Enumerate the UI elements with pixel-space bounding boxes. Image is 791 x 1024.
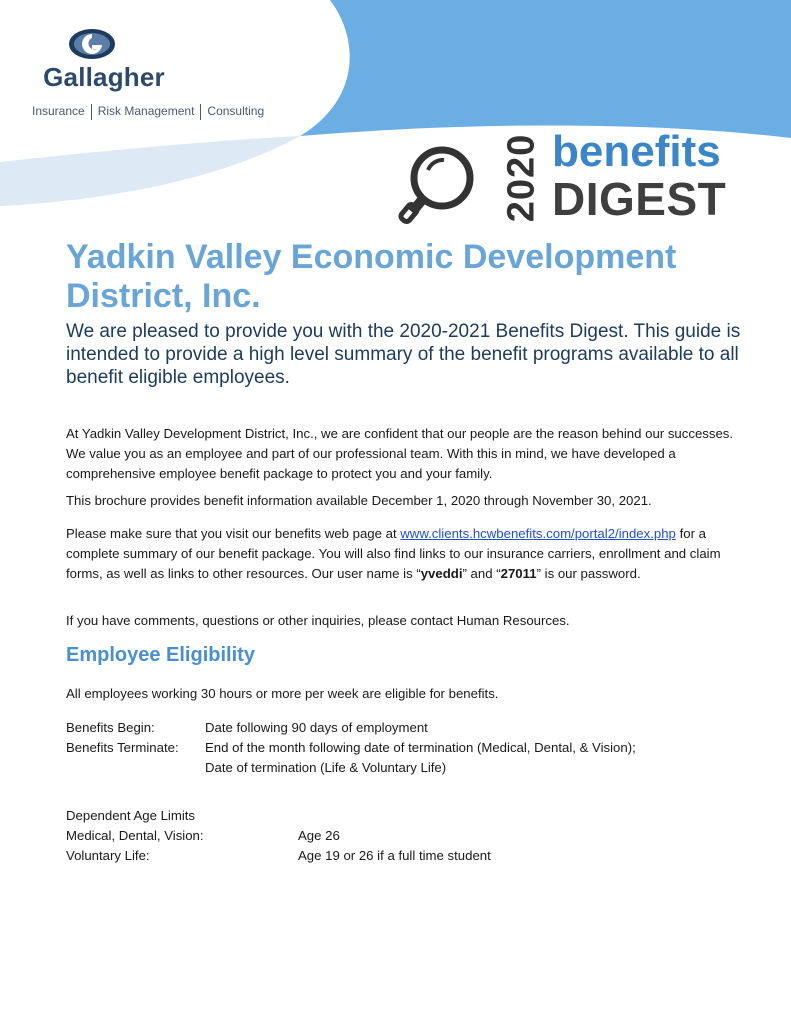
- eligibility-text: All employees working 30 hours or more per week are eligible for benefits.: [66, 686, 499, 701]
- tagline-item: Risk Management: [97, 104, 195, 119]
- digest-year: 2020: [500, 133, 543, 223]
- page-title: Yadkin Valley Economic Development District, Inc.: [66, 238, 677, 315]
- row-value: Age 26: [298, 828, 340, 843]
- digest-title-word: DIGEST: [552, 173, 727, 225]
- row-value: Date of termination (Life & Voluntary Life): [205, 760, 447, 775]
- digest-benefits-word: benefits: [552, 127, 721, 176]
- tagline: [32, 104, 264, 120]
- magnifier-icon: [398, 144, 478, 230]
- row-value: End of the month following date of termination (Medical, Dental, & Vision);: [205, 740, 636, 755]
- password: 27011: [500, 566, 537, 581]
- tagline-item: Insurance: [32, 104, 85, 119]
- globe-icon: [68, 28, 116, 60]
- text: ” is our password.: [536, 566, 641, 581]
- row-value: Date following 90 days of employment: [205, 720, 428, 735]
- paragraph: At Yadkin Valley Development District, Inc., we are confident that our people are the reason behind our successes. We value you as an employee and part of our professional team. With this in mind, we have developed a comprehensive employee benefit package to protect you and your family.: [66, 426, 734, 481]
- divider: [91, 104, 92, 120]
- dependent-heading-text: Dependent Age Limits: [66, 808, 196, 823]
- row-label: Medical, Dental, Vision:: [66, 828, 204, 843]
- row-label: Benefits Terminate:: [66, 740, 179, 755]
- intro-text: We are pleased to provide you with the 2020-2021 Benefits Digest. This guide is intended to provide a high level summary of the benefit programs available to all benefit eligible employees.: [66, 321, 741, 388]
- row-value: Age 19 or 26 if a full time student: [298, 848, 491, 863]
- row-label: Benefits Begin:: [66, 720, 155, 735]
- brand-name: Gallagher: [43, 62, 165, 92]
- benefits-portal-link[interactable]: www.clients.hcwbenefits.com/portal2/index.php: [400, 526, 676, 541]
- row-label: Voluntary Life:: [66, 848, 150, 863]
- section-heading: Employee Eligibility: [66, 644, 255, 666]
- paragraph: If you have comments, questions or other inquiries, please contact Human Resources.: [66, 613, 570, 628]
- username: yveddi: [420, 566, 463, 581]
- paragraph: [66, 524, 746, 584]
- gallagher-logo: [0, 28, 300, 93]
- tagline-item: Consulting: [207, 104, 265, 119]
- text: Please make sure that you visit our benefits web page at: [66, 526, 401, 541]
- text: ” and “: [462, 566, 501, 581]
- divider: [200, 104, 201, 120]
- text: for a complete summary of our benefit package. You will also find links to our insurance carriers, enrollment and claim forms, as well as links to other resources. Our user name is “: [66, 526, 721, 581]
- paragraph: This brochure provides benefit information available December 1, 2020 through November 30, 2021.: [66, 493, 652, 508]
